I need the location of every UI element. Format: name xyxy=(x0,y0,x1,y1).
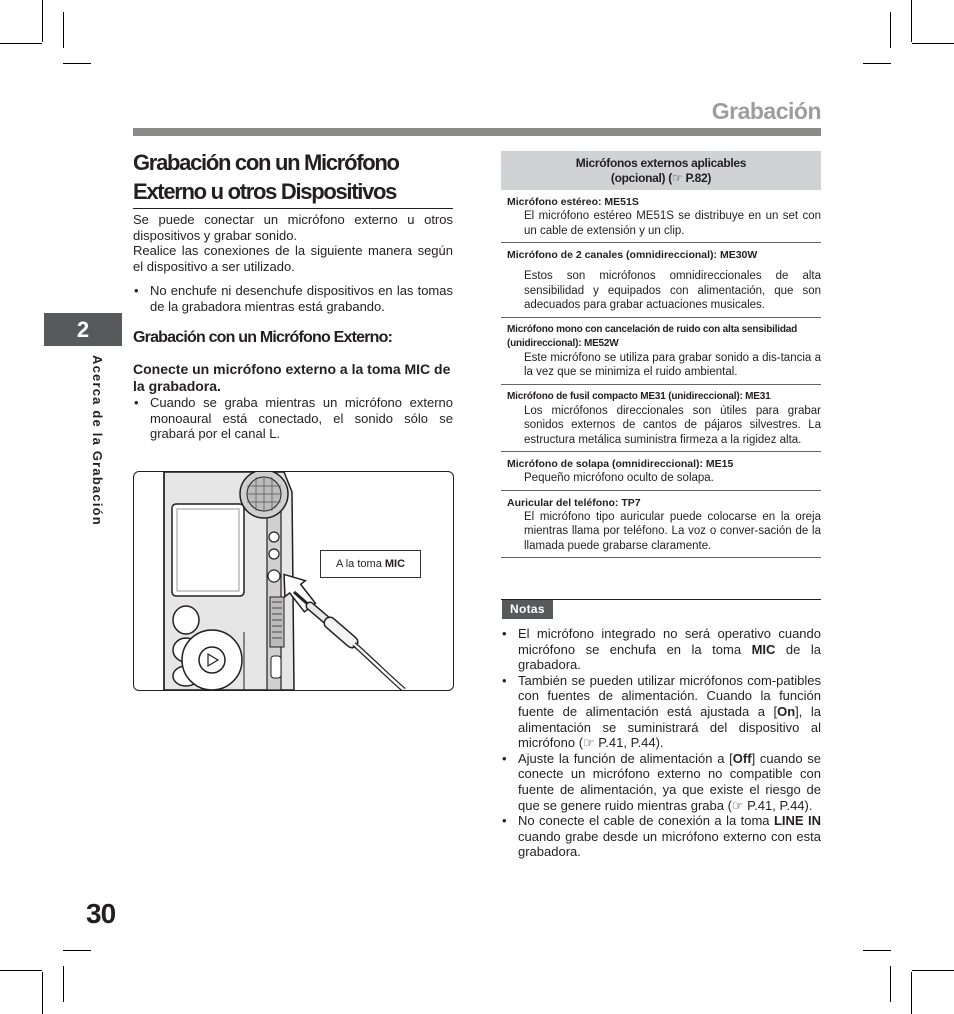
note-key: MIC xyxy=(751,641,776,657)
page-number: 30 xyxy=(86,898,116,929)
note-item xyxy=(501,626,821,673)
step-text: Conecte un micrófono externo a la toma xyxy=(133,361,405,377)
callout-key: MIC xyxy=(384,558,406,570)
mic-item-tp7 xyxy=(501,491,821,559)
mic-table-header xyxy=(501,151,821,190)
header-bar xyxy=(133,128,821,136)
mic-name: Auricular del teléfono: TP7 xyxy=(507,496,641,509)
recorder-drawing xyxy=(134,472,453,690)
crop-mark xyxy=(0,43,42,44)
chapter-label: Acerca de la Grabación xyxy=(90,355,105,526)
page-title-line-2: Externo u otros Dispositivos xyxy=(133,179,397,204)
mic-table-header-line-1: Micrófonos externos aplicables xyxy=(575,156,747,170)
crop-mark xyxy=(63,12,64,48)
note-key: LINE IN xyxy=(773,813,821,829)
crop-mark xyxy=(63,966,64,1002)
crop-mark xyxy=(863,63,891,64)
left-column xyxy=(133,148,453,442)
right-column xyxy=(501,151,821,558)
mic-name: Micrófono mono con cancelación de ruido con alta sensibilidad (unidireccional): ME52W xyxy=(507,323,798,349)
mic-description: Estos son micrófonos omnidireccionales de alta sensibilidad y equipados con alimentación, que son adecuados para grabar actuaciones musicales. xyxy=(524,270,821,311)
crop-mark xyxy=(42,0,43,42)
crop-mark xyxy=(890,966,891,1002)
mic-name: Micrófono de 2 canales (omnidireccional): ME30W xyxy=(507,249,758,261)
mic-name: Micrófono estéreo: ME51S xyxy=(507,196,639,208)
crop-mark xyxy=(911,0,912,42)
page-title-line-1: Grabación con un Micrófono xyxy=(133,150,399,175)
mic-description: El micrófono estéreo ME51S se distribuye en un set con un cable de extensión y un clip. xyxy=(524,210,821,237)
mono-note-bullet: • Cuando se graba mientras un micrófono externo monoaural está conectado, el sonido sólo se grabará por el canal L. xyxy=(133,395,453,442)
crop-mark xyxy=(42,972,43,1014)
crop-mark xyxy=(63,950,91,951)
mic-description: Pequeño micrófono oculto de solapa. xyxy=(524,472,714,484)
step-key: MIC xyxy=(404,361,431,377)
note-key: Off xyxy=(732,750,752,766)
mic-item-me30w xyxy=(501,243,821,318)
page-title xyxy=(133,148,453,209)
crop-mark xyxy=(63,63,91,64)
step-instruction xyxy=(133,361,453,395)
notes-list xyxy=(501,626,821,860)
crop-mark xyxy=(912,43,954,44)
mic-item-me15 xyxy=(501,452,821,491)
mic-description: Los micrófonos direccionales son útiles para grabar sonidos externos de cantos de pájaros silvestres. La estructura metálica suministra firmeza a la rigidez alta. xyxy=(524,404,821,446)
mic-description: Este micrófono se utiliza para grabar sonido a dis-tancia a la vez que se minimiza el ruido ambiental. xyxy=(524,351,821,378)
note-item xyxy=(501,813,821,860)
note-text-end: de la grabadora. xyxy=(518,641,821,673)
section-title: Grabación xyxy=(711,98,821,124)
note-text-end: cuando grabe desde un micrófono externo con esta grabadora. xyxy=(518,828,821,860)
mic-name: Micrófono de solapa (omnidireccional): ME15 xyxy=(507,458,734,470)
section-subtitle: Grabación con un Micrófono Externo: xyxy=(133,329,393,346)
note-text: No conecte el cable de conexión a la toma xyxy=(518,813,774,829)
recorder-illustration xyxy=(133,471,454,691)
mic-description: El micrófono tipo auricular puede colocarse en la oreja mientras llama por teléfono. La voz o conver-sación de la llamada puede grabarse claramente. xyxy=(524,510,821,552)
intro-paragraph-2: Realice las conexiones de la siguiente manera según el dispositivo a ser utilizado. xyxy=(133,243,453,274)
mic-item-me31 xyxy=(501,385,821,453)
crop-mark xyxy=(911,972,912,1014)
crop-mark xyxy=(912,970,954,971)
crop-mark xyxy=(890,12,891,48)
warning-bullet: • No enchufe ni desenchufe dispositivos en las tomas de la grabadora mientras está grabando. xyxy=(133,283,453,314)
notes-section xyxy=(501,599,821,860)
crop-mark xyxy=(0,970,42,971)
note-text-end: ] cuando se conecte un micrófono externo no compatible con fuente de alimentación, ya que existe el riesgo de que se genere ruido mientras graba (☞ P.41, P.44). xyxy=(518,750,821,813)
note-text: También se pueden utilizar micrófonos com-patibles con fuentes de alimentación. Cuando la función fuente de alimentación está ajustada a [ xyxy=(518,672,821,719)
note-item xyxy=(501,673,821,751)
mic-name: Micrófono de fusil compacto ME31 (unidireccional): ME31 xyxy=(507,390,771,402)
mic-table-header-line-2: (opcional) (☞ P.82) xyxy=(610,171,712,185)
mic-item-me51s xyxy=(501,190,821,243)
note-key: On xyxy=(777,703,796,719)
note-item xyxy=(501,751,821,813)
mic-item-me52w xyxy=(501,318,821,385)
note-text: Ajuste la función de alimentación a [ xyxy=(518,750,733,766)
notes-label: Notas xyxy=(502,600,553,619)
mic-jack-callout xyxy=(320,550,421,578)
step-text-end: de la grabadora. xyxy=(133,361,451,394)
callout-text: A la toma xyxy=(335,558,385,570)
note-text: El micrófono integrado no será operativo cuando micrófono se enchufa en la toma xyxy=(518,626,821,657)
note-text-end: ], la alimentación se suministrará del dispositivo al micrófono (☞ P.41, P.44). xyxy=(518,703,821,751)
crop-mark xyxy=(863,950,891,951)
intro-paragraph-1: Se puede conectar un micrófono externo u otros dispositivos y grabar sonido. xyxy=(133,212,453,243)
chapter-number-tab: 2 xyxy=(44,313,122,346)
